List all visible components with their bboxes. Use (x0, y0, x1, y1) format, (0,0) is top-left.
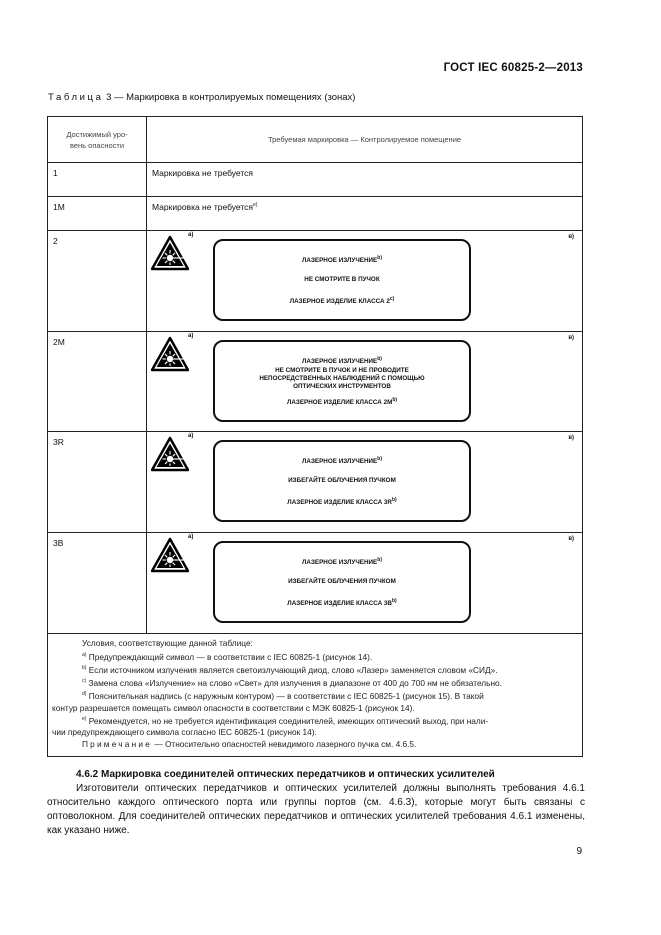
symbol-label: а) (188, 433, 194, 439)
level-cell: 2M (48, 332, 147, 432)
explanatory-label (213, 440, 471, 522)
footnote: $^{e)}$ Рекомендуется, но не требуется идентификация соединителей, имеющих оптический выход, при нали- (82, 715, 489, 726)
label-line: ЛАЗЕРНОЕ ИЗДЕЛИЕ КЛАССА $2M^{b)}$ (286, 396, 398, 406)
marking-cell (147, 432, 583, 533)
marking-cell (147, 332, 583, 432)
label-ref: в) (568, 435, 574, 441)
table-notes-row (48, 634, 583, 757)
table-caption (48, 92, 355, 103)
marking-text: Маркировка не требуется (152, 202, 254, 212)
footnote: $^{b)}$ Если источником излучения является светоизлучающий диод, слово «Лазер» заменяется словом «СИД». (82, 664, 498, 675)
symbol-label: а) (188, 534, 194, 540)
section-heading: 4.6.2 Маркировка соединителей оптических передатчиков и оптических усилителей (76, 769, 495, 780)
laser-warning-icon (151, 436, 189, 472)
header-hazard-level-line2: вень опасности (69, 140, 125, 150)
symbol-label: а) (188, 232, 194, 238)
label-line: ЛАЗЕРНОЕ ИЗДЕЛИЕ КЛАССА $3R^{b)}$ (287, 497, 397, 507)
table-row (48, 432, 583, 533)
label-line: НЕ СМОТРИТЕ В ПУЧОК (304, 276, 380, 283)
footnote: $^{d)}$ Пояснительная надпись (с наружным контуром) — в соответствии с IEC 60825-1 (рисунок 15). В такой (82, 691, 484, 702)
section-body (47, 782, 585, 838)
notes-intro: Условия, соответствующие данной таблице: (82, 638, 253, 648)
label-line: ЛАЗЕРНОЕ ИЗЛУЧЕНИЕ$^{b)}$ (302, 455, 382, 465)
explanatory-label (213, 340, 471, 422)
laser-warning-icon (151, 336, 189, 372)
section-paragraph: Изготовители оптических передатчиков и оптических усилителей должны выполнять требования 4.6.1 относительно каждого оптического порта или группы портов (см. 4.6.3), которые могут быть связаны с оптоволокном. Для соединителей оптических передатчиков и оптических усилителей требования 4.6.1 изменены, как указано ниже. (47, 783, 585, 836)
document-header: ГОСТ IEC 60825-2—2013 (443, 62, 583, 74)
header-hazard-level-line1: Достижимый уро- (66, 129, 128, 139)
label-line: ЛАЗЕРНОЕ ИЗЛУЧЕНИЕ$^{b)}$ (302, 254, 382, 264)
table-row (48, 533, 583, 634)
level-cell: 2 (48, 231, 147, 332)
label-line: ЛАЗЕРНОЕ ИЗДЕЛИЕ КЛАССА 2$^{c)}$ (289, 296, 395, 306)
table-caption-word: Таблица (48, 92, 104, 103)
header-required-marking: Требуемая маркировка — Контролируемое помещение (147, 117, 583, 163)
table-row (48, 332, 583, 432)
symbol-label: а) (188, 333, 194, 339)
marking-cell (147, 231, 583, 332)
footnote: $^{c)}$ Замена слова «Излучение» на слово «Свет» для излучения в диапазоне от 400 до 700 нм не обязательно. (82, 677, 502, 688)
marking-text-cell: Маркировка не требуется (147, 163, 583, 197)
laser-warning-icon (151, 537, 189, 573)
page-number: 9 (576, 846, 582, 857)
header-hazard-level (48, 117, 147, 163)
footnote-ref: e) (253, 202, 258, 209)
level-cell: 1 (48, 163, 147, 197)
marking-cell (147, 533, 583, 634)
label-line: ИЗБЕГАЙТЕ ОБЛУЧЕНИЯ ПУЧКОМ (288, 477, 396, 484)
footnote-continuation: контур разрешается помещать символ опасности в соответствии с МЭК 60825-1 (рисунок 14). (52, 702, 415, 713)
level-cell: 1M (48, 197, 147, 231)
label-ref: в) (568, 335, 574, 341)
level-cell: 3R (48, 432, 147, 533)
label-line: ИЗБЕГАЙТЕ ОБЛУЧЕНИЯ ПУЧКОМ (288, 578, 396, 585)
table-header-row (48, 117, 583, 163)
table-row (48, 197, 583, 231)
label-line: ЛАЗЕРНОЕ ИЗДЕЛИЕ КЛАССА $3B^{b)}$ (287, 598, 397, 608)
laser-warning-icon (151, 235, 189, 271)
label-line: ЛАЗЕРНОЕ ИЗЛУЧЕНИЕ$^{b)}$ (302, 556, 382, 566)
label-line-group: ЛАЗЕРНОЕ ИЗЛУЧЕНИЕ$^{b)}$ НЕ СМОТРИТЕ В ПУЧОК И НЕ ПРОВОДИТЕ НЕПОСРЕДСТВЕННЫХ НАБЛЮДЕНИЙ С ПОМОЩЬЮ ОПТИЧЕСКИХ ИНСТРУМЕНТОВ (259, 356, 425, 390)
label-ref: в) (568, 234, 574, 240)
table-row (48, 231, 583, 332)
footnote-continuation: чии предупреждающего символа согласно IEC 60825-1 (рисунок 14). (52, 727, 317, 738)
label-ref: в) (568, 536, 574, 542)
table-note: Примечание — Относительно опасностей невидимого лазерного пучка см. 4.6.5. (82, 738, 417, 749)
marking-text-cell (147, 197, 583, 231)
explanatory-label (213, 541, 471, 623)
explanatory-label (213, 239, 471, 321)
table-row (48, 163, 583, 197)
footnote: $^{a)}$ Предупреждающий символ — в соответствии с IEC 60825-1 (рисунок 14). (82, 651, 373, 662)
marking-table (47, 116, 583, 757)
table-notes (48, 634, 583, 757)
table-caption-text: 3 — Маркировка в контролируемых помещениях (зонах) (103, 92, 356, 103)
level-cell: 3B (48, 533, 147, 634)
